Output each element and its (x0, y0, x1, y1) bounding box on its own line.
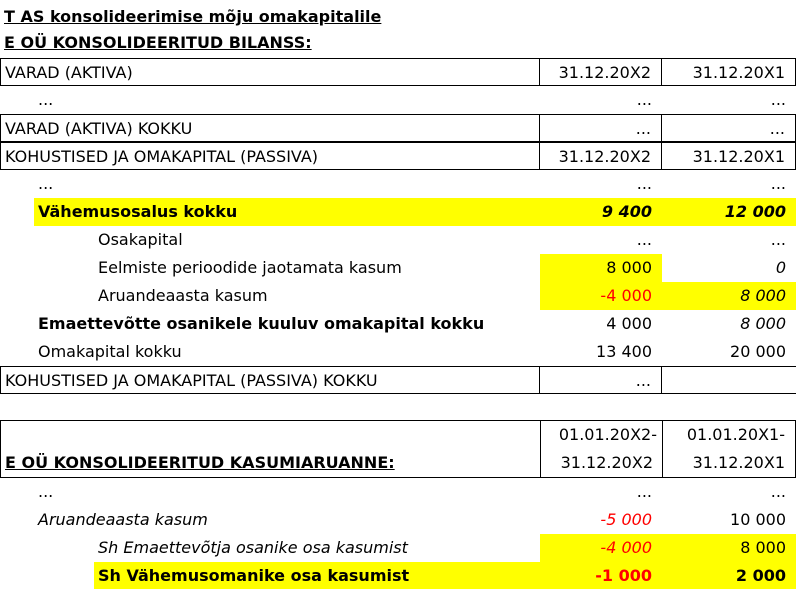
liab-total-col1: ... (540, 366, 662, 394)
minority-share-label: Sh Vähemusomanike osa kasumist (98, 566, 410, 585)
assets-total-row (0, 114, 799, 142)
equity-total-col1: 13 400 (596, 342, 652, 361)
equity-total-row (0, 338, 799, 366)
parent-equity-col2: 8 000 (740, 314, 786, 333)
assets-dots-row (0, 86, 799, 114)
assets-header-col2: 31.12.20X1 (662, 58, 796, 86)
income-profit-col1: -5 000 (600, 510, 652, 529)
equity-total-col2: 20 000 (730, 342, 786, 361)
liab-total-col2 (662, 366, 796, 394)
income-col1-top: 01.01.20X2- (558, 425, 657, 444)
income-col2-top: 01.01.20X1- (686, 425, 785, 444)
retained-row (0, 254, 799, 282)
assets-header-row (0, 58, 799, 86)
page-title: T AS konsolideerimise mõju omakapitalile (4, 7, 382, 26)
retained-col1: 8 000 (540, 254, 662, 282)
share-capital-label: Osakapital (98, 230, 183, 249)
liab-dots-col2: ... (770, 174, 786, 193)
income-profit-label: Aruandeaasta kasum (38, 510, 208, 529)
share-capital-col2: ... (770, 230, 786, 249)
minority-col1: 9 400 (601, 202, 652, 221)
liab-total-row (0, 366, 799, 394)
parent-equity-label: Emaettevõtte osanikele kuuluv omakapital kokku (38, 314, 485, 333)
share-capital-col1: ... (636, 230, 652, 249)
year-profit-label: Aruandeaasta kasum (98, 286, 268, 305)
parent-share-col2: 8 000 (662, 534, 796, 562)
minority-row (0, 198, 799, 226)
assets-dots-col2: ... (770, 90, 786, 109)
income-dots-col1: ... (636, 482, 652, 501)
income-profit-col2: 10 000 (730, 510, 786, 529)
liab-header-label: KOHUSTISED JA OMAKAPITAL (PASSIVA) (0, 142, 540, 170)
liab-dots-col1: ... (636, 174, 652, 193)
assets-header-label: VARAD (AKTIVA) (0, 58, 540, 86)
share-capital-row (0, 226, 799, 254)
parent-share-label: Sh Emaettevõtja osanike osa kasumist (98, 538, 408, 557)
minority-col2: 12 000 (724, 202, 786, 221)
parent-equity-row (0, 310, 799, 338)
income-header (0, 420, 796, 478)
minority-share-col2: 2 000 (735, 566, 786, 585)
assets-total-col1: ... (540, 114, 662, 142)
liab-dots-row (0, 170, 799, 198)
income-col2-bottom: 31.12.20X1 (692, 453, 785, 472)
assets-dots-col1: ... (636, 90, 652, 109)
parent-share-row (0, 534, 799, 562)
minority-label: Vähemusosalus kokku (38, 202, 238, 221)
retained-label: Eelmiste perioodide jaotamata kasum (98, 258, 402, 277)
liab-header-col1: 31.12.20X2 (540, 142, 662, 170)
parent-share-col1: -4 000 (540, 534, 662, 562)
year-profit-col2: 8 000 (662, 282, 796, 310)
income-dots-col2: ... (770, 482, 786, 501)
income-dots-row (0, 478, 799, 506)
retained-col2: 0 (775, 258, 786, 277)
income-dots-label: ... (38, 482, 54, 501)
year-profit-row (0, 282, 799, 310)
liab-total-label: KOHUSTISED JA OMAKAPITAL (PASSIVA) KOKKU (0, 366, 540, 394)
liab-dots-label: ... (38, 174, 54, 193)
equity-total-label: Omakapital kokku (38, 342, 182, 361)
balance-title: E OÜ KONSOLIDEERITUD BILANSS: (4, 33, 312, 52)
income-profit-row (0, 506, 799, 534)
assets-total-label: VARAD (AKTIVA) KOKKU (0, 114, 540, 142)
assets-dots-label: ... (38, 90, 54, 109)
assets-header-col1: 31.12.20X2 (540, 58, 662, 86)
liab-header-col2: 31.12.20X1 (662, 142, 796, 170)
income-title: E OÜ KONSOLIDEERITUD KASUMIARUANNE: (5, 453, 395, 472)
liab-header-row (0, 142, 799, 170)
income-col1-bottom: 31.12.20X2 (560, 453, 653, 472)
minority-share-col1: -1 000 (595, 566, 652, 585)
minority-share-row (0, 562, 799, 590)
year-profit-col1: -4 000 (540, 282, 662, 310)
assets-total-col2: ... (662, 114, 796, 142)
parent-equity-col1: 4 000 (606, 314, 652, 333)
